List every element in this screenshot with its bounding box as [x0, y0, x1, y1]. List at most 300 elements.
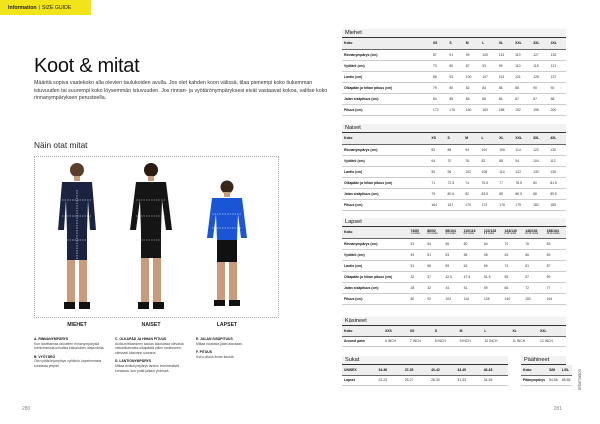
header-cell [482, 227, 503, 238]
header-cell: 3XL [531, 133, 548, 144]
table-row [342, 155, 566, 166]
row-label: Jalan sisäpituus (cm) [342, 282, 408, 293]
kids-label: LAPSET [216, 322, 238, 328]
table-cell: 51 [408, 238, 425, 249]
header-age: 5-6 vuotta [463, 233, 474, 236]
header-cell [523, 227, 544, 238]
header-cell: S/M [547, 365, 560, 375]
table-cell: 80 [447, 60, 463, 71]
table-cell: 70 [503, 238, 524, 249]
table-cell: 179 [513, 199, 531, 210]
header-cell: Koko [521, 365, 547, 375]
table-cell: 81.5 [548, 177, 566, 188]
table-cell: 140 [503, 293, 524, 304]
table-row [342, 293, 566, 304]
table-cell: 88 [497, 155, 513, 166]
header-size: 98/104 [445, 229, 456, 234]
note-d [115, 359, 193, 373]
table-cell: 92 [425, 293, 443, 304]
header-cell: UNISEX [342, 365, 376, 375]
note-b-title: B. VYÖTÄRÖ [34, 354, 56, 359]
table-cell: 80 [408, 293, 425, 304]
table-cell: 80 [531, 177, 548, 188]
table-cell: 58 [482, 249, 503, 260]
table-row [342, 144, 566, 155]
table-cell: 113 [497, 49, 513, 60]
table-cell: 72.5 [446, 177, 464, 188]
notes-col-1 [34, 337, 112, 373]
table-row [342, 238, 566, 249]
row-label: Lantio (cm) [342, 260, 408, 271]
table-cell: 105 [480, 49, 496, 60]
table-cell: 79 [429, 188, 445, 199]
tag-separator: | [38, 4, 40, 11]
header-cell: XXS [383, 326, 408, 336]
table-cell: 128 [531, 71, 548, 82]
table-cell: 164 [429, 199, 445, 210]
page-title: Koot & mitat [34, 55, 140, 77]
table-cell: 176 [447, 104, 463, 115]
table-cell: 6 INCH [383, 336, 408, 346]
table-cell: 64 [482, 238, 503, 249]
table-row [342, 249, 566, 260]
table-cell: 59 [443, 260, 461, 271]
header-cell: 34-36 [376, 365, 402, 375]
row-label: Olkapään ja hihan pituus (cm) [342, 82, 431, 93]
table-cell: 86.5 [513, 188, 531, 199]
table-cell: 77 [545, 282, 566, 293]
table-cell: 119 [513, 49, 531, 60]
table-cell: 69 [482, 260, 503, 271]
table-row [342, 188, 566, 199]
table-cell: 44 [443, 282, 461, 293]
table-header-row [342, 227, 566, 238]
table-cell: 74 [463, 177, 479, 188]
table-row [342, 260, 566, 271]
table-cell: 31-33 [455, 375, 481, 385]
header-cell: M [463, 133, 479, 144]
table-header-row [342, 326, 566, 336]
table-cell: 28 [408, 282, 425, 293]
note-d-title: D. LANTIONYMPÄRYS [115, 359, 152, 364]
table-cell: 76 [463, 155, 479, 166]
table-cell: 75.5 [479, 177, 497, 188]
row-label: Päänympärys [521, 375, 547, 385]
table-cell: 59 [482, 282, 503, 293]
row-label: Lapset [342, 375, 376, 385]
table-cell: 93 [480, 60, 496, 71]
table-cell: 58-58 [560, 375, 573, 385]
header-size: 146/152 [525, 229, 538, 234]
table-cell: 79 [431, 82, 447, 93]
header-cell: XS [408, 326, 433, 336]
table-cell: 9 INCH [458, 336, 483, 346]
section-label: Information [8, 4, 37, 11]
header-cell [342, 227, 408, 238]
note-f-title: F. PITUUS [196, 350, 213, 355]
table-cell: 34-36 [482, 375, 508, 385]
note-b [34, 355, 112, 369]
table-cell: 182 [531, 199, 548, 210]
table-cell: 49 [408, 249, 425, 260]
table-cell: 128 [482, 293, 503, 304]
table-cell: 196 [531, 104, 548, 115]
table-cell: 112 [548, 155, 566, 166]
row-label: Olkapään ja hihan pituus (cm) [342, 177, 429, 188]
table-cell: 69 [545, 249, 566, 260]
table-cell: 172 [431, 104, 447, 115]
table-cell: 8 INCH [433, 336, 458, 346]
table-cell: 71 [429, 177, 445, 188]
header-cell [503, 227, 524, 238]
table-cell: 86 [464, 93, 480, 104]
table-cell: 80 [447, 82, 463, 93]
table-cell: 28-30 [429, 375, 455, 385]
note-f-text: Koko pituus ilman kenkiä. [196, 354, 235, 359]
note-f [196, 350, 274, 359]
table-row [342, 49, 566, 60]
table-cell: 54 [425, 238, 443, 249]
table-cell: 82 [464, 82, 480, 93]
header-cell: L [479, 133, 497, 144]
table-cell: 99 [464, 49, 480, 60]
table-cell: 107 [480, 71, 496, 82]
header-cell: XXL [538, 326, 566, 336]
row-label: Rinnanympärys (cm) [342, 144, 429, 155]
table-cell: 200 [549, 104, 566, 115]
page-number-left: 280 [22, 406, 31, 412]
header-size: 134/140 [504, 229, 517, 234]
table-row [521, 375, 572, 385]
table-row [342, 166, 566, 177]
row-label: Lantio (cm) [342, 166, 429, 177]
table-cell: 121 [513, 71, 531, 82]
note-e [196, 337, 274, 346]
table-cell: 82 [429, 144, 445, 155]
header-age: 12-14 vuotta [546, 233, 560, 236]
note-d-text: Mittaa lantionympärys lantion leveimmästä kohdasta, kun pidät jalkasi yhdessä. [115, 363, 179, 373]
header-age: 10-12 vuotta [525, 233, 539, 236]
table-cell: 116 [462, 293, 482, 304]
table-cell: 78.5 [513, 177, 531, 188]
table-lapset [342, 218, 566, 305]
table-cell: 137 [549, 71, 566, 82]
table-cell: 82 [479, 155, 497, 166]
table-cell: 92 [549, 82, 566, 93]
table-row [342, 177, 566, 188]
table-miehet [342, 29, 566, 116]
header-cell: M [464, 38, 480, 49]
row-label: Jalan sisäpituus (cm) [342, 93, 431, 104]
table-row [342, 336, 566, 346]
table-cell: 22-24 [376, 375, 402, 385]
table-cell: 192 [513, 104, 531, 115]
header-size: Koko [344, 230, 353, 235]
intro-text: Määritä sopiva vaatekoko alla olevien taulukoiden avulla. Jos olet kahden koon välissä, tilaa pienempi koko tiukemman istuvuuden tai suurempi koko löysemmän istuvuuden. Jos rinnan- ja vyötärönympäryksesi eivät vastaavat kokoa, valitse koko rinnanympäryksen perusteella. [34, 80, 328, 101]
kids-figure-illustration [203, 178, 251, 318]
header-cell: XXL [513, 133, 531, 144]
table-cell: 7 INCH [408, 336, 433, 346]
header-cell: XS [431, 38, 447, 49]
table-title: Lapset [342, 218, 566, 227]
table-cell: 91 [447, 49, 463, 60]
table-cell: 87 [545, 260, 566, 271]
row-label: Pituus (cm) [342, 293, 408, 304]
table-cell: 164 [545, 293, 566, 304]
table-cell: 94 [513, 155, 531, 166]
size-table [342, 133, 566, 211]
howto-heading: Näin otat mitat [34, 140, 88, 150]
table-cell: 42.5 [443, 271, 461, 282]
table-cell: 113 [497, 71, 513, 82]
table-cell: 88 [513, 82, 531, 93]
women-label: NAISET [141, 322, 161, 328]
table-row [342, 82, 566, 93]
note-a-text: Kun tarvittaessa talouteen rinnanympärysiä toimivimmista kohdista kainaloiden alapuolelta. [34, 341, 105, 351]
table-cell: 84 [480, 82, 496, 93]
table-cell: 87 [431, 49, 447, 60]
note-e-text: Mittaa haarasta jalan alaosaan. [196, 341, 244, 346]
header-size: 122/128 [483, 229, 497, 234]
notes-col-2 [115, 337, 193, 377]
table-cell: 86 [497, 82, 513, 93]
table-cell: 87 [531, 93, 548, 104]
table-cell: 115 [531, 60, 548, 71]
tag-page: SIZE GUIDE [41, 4, 72, 11]
table-cell: 32 [408, 271, 425, 282]
table-header-row [342, 38, 566, 49]
row-label: Rinnanympärys (cm) [342, 49, 431, 60]
table-cell: 12 INCH [538, 336, 566, 346]
row-label: Jalan sisäpituus (cm) [342, 188, 429, 199]
table-cell: 170 [463, 199, 479, 210]
row-label: Around palm [342, 336, 383, 346]
header-cell [443, 227, 461, 238]
table-cell: 83.5 [479, 188, 497, 199]
table-cell: 10 INCH [482, 336, 510, 346]
header-cell: S [446, 133, 464, 144]
table-cell: 47.5 [462, 271, 482, 282]
table-row [342, 282, 566, 293]
table-row [342, 199, 566, 210]
header-cell: 40-42 [429, 365, 455, 375]
table-cell: 87 [464, 60, 480, 71]
header-cell: 4XL [548, 133, 566, 144]
table-cell: 66 [523, 249, 544, 260]
table-title: Sukat [342, 356, 508, 365]
table-cell: 89.5 [548, 188, 566, 199]
size-table [342, 365, 508, 386]
table-cell: 63 [503, 249, 524, 260]
table-cell: 100 [464, 71, 480, 82]
table-cell: 72 [523, 282, 544, 293]
table-cell: 180 [464, 104, 480, 115]
table-cell: 85 [497, 188, 513, 199]
header-size: 86/92 [427, 229, 436, 234]
header-cell: XL [497, 38, 513, 49]
header-cell: S [433, 326, 458, 336]
row-label: Pituus (cm) [342, 104, 431, 115]
table-cell: 88 [431, 71, 447, 82]
table-cell: 32 [425, 282, 443, 293]
header-cell: M [458, 326, 483, 336]
table-cell: 73 [431, 60, 447, 71]
row-label: Pituus (cm) [342, 199, 429, 210]
table-cell: 37 [425, 271, 443, 282]
table-title: Miehet [342, 29, 566, 38]
table-cell: 90 [531, 82, 548, 93]
table-cell: 77 [497, 177, 513, 188]
header-cell [425, 227, 443, 238]
size-table [342, 227, 566, 305]
table-cell: 76 [523, 238, 544, 249]
header-age: 8-10 vuotta [504, 233, 517, 236]
header-cell: 4XL [549, 38, 566, 49]
table-cell: 56 [425, 260, 443, 271]
header-cell: XL [510, 326, 538, 336]
table-cell: 70 [446, 155, 464, 166]
table-cell: 183 [480, 104, 496, 115]
size-table [521, 365, 572, 386]
table-kasineet [342, 317, 566, 347]
table-cell: 53 [443, 249, 461, 260]
table-cell: 56 [443, 238, 461, 249]
table-header-row [342, 365, 508, 375]
row-label: Rinnanympärys (cm) [342, 238, 408, 249]
table-cell: 90 [429, 166, 445, 177]
size-table [342, 38, 566, 116]
table-cell: 104 [531, 155, 548, 166]
table-cell: 87 [513, 93, 531, 104]
table-row [342, 271, 566, 282]
men-figure-illustration [52, 160, 102, 318]
table-cell: 127 [531, 49, 548, 60]
header-cell: S [447, 38, 463, 49]
header-cell [545, 227, 566, 238]
table-cell: 167 [446, 199, 464, 210]
table-cell: 11 INCH [510, 336, 538, 346]
table-cell: 108 [479, 166, 497, 177]
table-cell: 114 [497, 166, 513, 177]
table-cell: 138 [548, 166, 566, 177]
row-label: Olkapään ja hihan pituus (cm) [342, 271, 408, 282]
table-cell: 188 [497, 104, 513, 115]
table-cell: 81 [523, 260, 544, 271]
header-cell: 3XL [531, 38, 548, 49]
table-paahineet [521, 356, 571, 386]
table-cell: 110 [513, 60, 531, 71]
note-b-text: Ota vyötärönympärys vyötärön kapeimmasta kohdasta ympäri. [34, 359, 102, 368]
table-cell: 121 [549, 60, 566, 71]
table-cell: 185 [548, 199, 566, 210]
table-cell: 55 [462, 249, 482, 260]
note-a [34, 337, 112, 351]
header-cell: 43-45 [455, 365, 481, 375]
row-label: Vyötärö (cm) [342, 60, 431, 71]
note-a-title: A. RINNANYMPÄRYS [34, 337, 69, 341]
note-c-text: Aloita mittaaminen kaulan alaosassa olevasta niskanikamasta olkapäätä pitkin ranteeseen, ollessasi käsivarsi suorana. [115, 341, 184, 355]
table-title: Päähineet [521, 356, 566, 365]
header-cell: L [480, 38, 496, 49]
table-cell: 122 [513, 166, 531, 177]
row-label: Vyötärö (cm) [342, 155, 429, 166]
header-cell: Koko [342, 38, 431, 49]
table-cell: 85 [447, 93, 463, 104]
table-cell: 130 [531, 166, 548, 177]
table-cell: 130 [548, 144, 566, 155]
header-size: 110/116 [463, 229, 476, 234]
header-cell: Koko [342, 326, 383, 336]
table-cell: 63 [462, 260, 482, 271]
page-number-right: 281 [553, 406, 562, 412]
table-cell: 88 [549, 93, 566, 104]
table-cell: 86 [497, 93, 513, 104]
table-cell: 74 [503, 260, 524, 271]
table-cell: 66 [503, 282, 524, 293]
table-title: Naiset [342, 124, 566, 133]
table-row [342, 71, 566, 82]
table-cell: 104 [443, 293, 461, 304]
row-label: Vyötärö (cm) [342, 249, 408, 260]
table-cell: 57 [523, 271, 544, 282]
header-age: 3-4 vuotta [445, 233, 456, 236]
table-naiset [342, 124, 566, 211]
header-cell: 46-48 [482, 365, 508, 375]
table-cell: 88 [531, 188, 548, 199]
table-header-row [342, 133, 566, 144]
header-size: 158/164 [546, 229, 559, 234]
table-cell: 135 [549, 49, 566, 60]
table-sukat [342, 356, 508, 386]
header-age: 2-3 vuotta [427, 233, 438, 236]
men-label: MIEHET [67, 322, 87, 328]
table-cell: 88 [446, 144, 464, 155]
table-cell: 51 [425, 249, 443, 260]
header-cell: L [482, 326, 510, 336]
table-row [342, 60, 566, 71]
table-cell: 176 [497, 199, 513, 210]
table-cell: 51 [408, 260, 425, 271]
table-cell: 51.5 [482, 271, 503, 282]
note-c-title: C. OLKAPÄÄ JA HIHAN PITUUS [115, 337, 167, 341]
table-cell: 173 [479, 199, 497, 210]
table-cell: 82 [463, 188, 479, 199]
header-cell: 37-39 [403, 365, 429, 375]
table-cell: 102 [463, 166, 479, 177]
table-cell: 83 [545, 238, 566, 249]
table-cell: 96 [446, 166, 464, 177]
table-cell: 80.5 [446, 188, 464, 199]
table-header-row [521, 365, 572, 375]
table-cell: 106 [497, 144, 513, 155]
header-age: 1 vuotias [410, 233, 420, 236]
header-cell [462, 227, 482, 238]
section-tag [0, 0, 91, 15]
table-cell: 84 [431, 93, 447, 104]
table-cell: 94 [463, 144, 479, 155]
table-cell: 152 [523, 293, 544, 304]
table-cell: 51 [462, 282, 482, 293]
size-table [342, 326, 566, 347]
table-cell: 99 [497, 60, 513, 71]
note-c [115, 337, 193, 355]
table-cell: 55 [503, 271, 524, 282]
table-title: Käsineet [342, 317, 566, 326]
table-cell: 64 [429, 155, 445, 166]
table-cell: 59 [545, 271, 566, 282]
table-row [342, 93, 566, 104]
table-cell: 54-56 [547, 375, 560, 385]
